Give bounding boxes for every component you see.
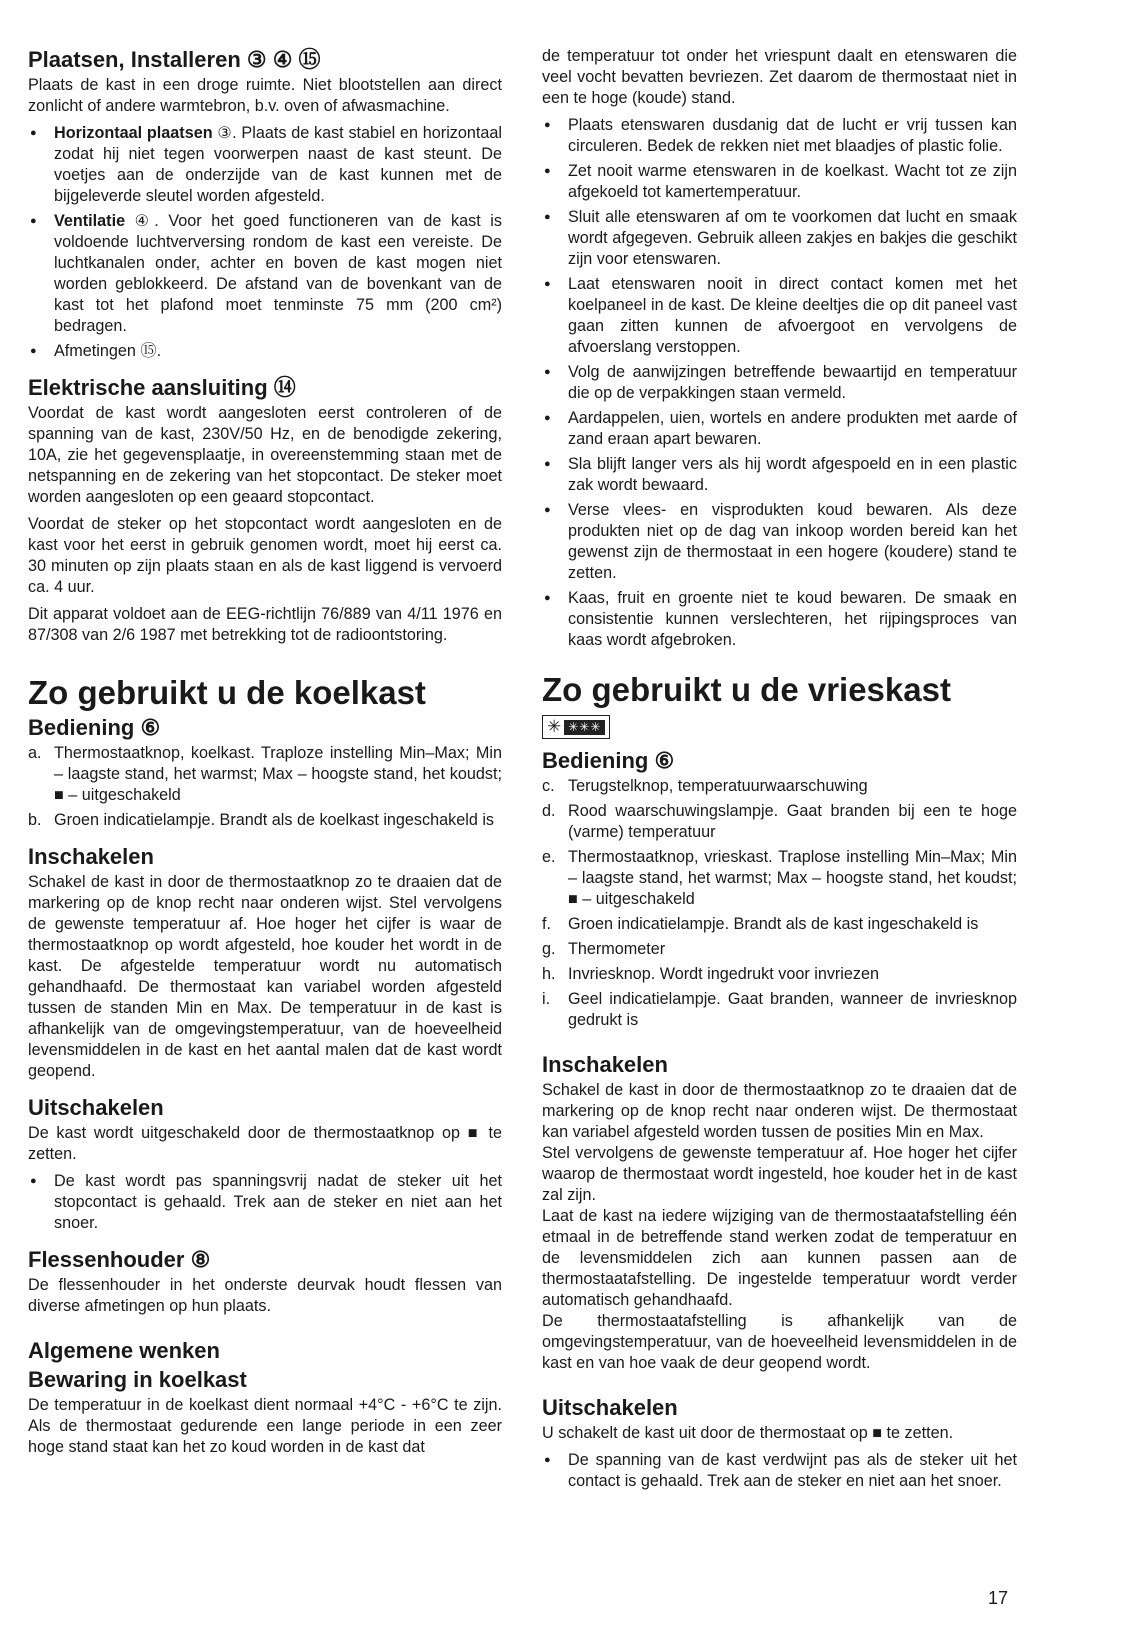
freezer-switch-on-paragraph: Stel vervolgens de gewenste temperatuur af. Hoe hoger het cijfer waarop de thermostaat wordt ingesteld, hoe kouder het in de kast zal zijn.: [542, 1144, 1017, 1204]
item-text: Geel indicatielampje. Gaat branden, wanneer de invriesknop gedrukt is: [568, 990, 1017, 1029]
item-letter: a.: [28, 744, 42, 762]
install-intro: Plaats de kast in een droge ruimte. Niet blootstellen aan direct zonlicht of andere warmtebron, b.v. oven of afwasmachine.: [28, 76, 502, 115]
item-letter: e.: [542, 848, 556, 866]
list-item: [542, 939, 1017, 960]
list-item: ● Sla blijft langer vers als hij wordt afgespoeld en in een plastic zak wordt bewaard.: [542, 454, 1017, 496]
freezer-operation-list: [542, 776, 1017, 1031]
list-item: [28, 123, 502, 207]
list-item: [542, 914, 1017, 935]
list-item: ● Aardappelen, uien, wortels en andere produkten met aarde of zand eraan apart bewaren.: [542, 408, 1017, 450]
fridge-switch-off-text: De kast wordt uitgeschakeld door de thermostaatknop op ■ te zetten.: [28, 1124, 502, 1163]
item-text: Thermostaatknop, koelkast. Traploze instelling Min–Max; Min – laagste stand, het warmst; Max – hoogste stand, het koudst; ■ – uitgeschakeld: [54, 744, 502, 804]
freezer-switch-off-bullets: [542, 1450, 1017, 1492]
list-item: ● Kaas, fruit en groente niet te koud bewaren. De smaak en consistentie kunnen verslechteren, het rijpingsproces van kaas wordt afgebroken.: [542, 588, 1017, 651]
install-heading: Plaatsen, Installeren ③ ④ ⑮: [28, 47, 321, 72]
freezer-switch-off-heading: Uitschakelen: [542, 1395, 678, 1420]
snowflake-icon: ✳: [547, 717, 562, 736]
fridge-switch-off-heading: Uitschakelen: [28, 1095, 164, 1120]
freezer-star-rating-icon: [542, 715, 610, 739]
list-item: [542, 964, 1017, 985]
list-item: ● Laat etenswaren nooit in direct contact komen met het koelpaneel in de kast. De kleine deeltjes die op dit paneel vast gaan zitten kunnen de afvoergoot en vervolgens de afvoerslang verstoppen.: [542, 274, 1017, 358]
storage-continuation: de temperatuur tot onder het vriespunt daalt en etenswaren die veel vocht bevatten bevriezen. Zet daarom de thermostaat niet in een te hoge (koude) stand.: [542, 47, 1017, 107]
item-text: Thermostaatknop, vrieskast. Traplose instelling Min–Max; Min – laagste stand, het warmst; Max – hoogste stand, het koudst; ■ – uitgeschakeld: [568, 848, 1017, 908]
list-item: ● Volg de aanwijzingen betreffende bewaartijd en temperatuur die op de verpakkingen staan vermeld.: [542, 362, 1017, 404]
storage-tips-bullets: [542, 115, 1017, 651]
three-star-icon: ✳✳✳: [564, 720, 605, 735]
fridge-operation-list: [28, 743, 502, 831]
item-letter: i.: [542, 990, 551, 1008]
list-item: ● Zet nooit warme etenswaren in de koelkast. Wacht tot ze zijn afgekoeld tot kamertemperatuur.: [542, 161, 1017, 203]
left-column: [28, 46, 502, 1464]
electric-paragraph: Voordat de steker op het stopcontact wordt aangesloten en de kast voor het eerst in gebruik genomen wordt, moet hij eerst ca. 30 minuten op zijn plaats staan en als de kast liggend is vervoerd ca. 4 uur.: [28, 515, 502, 596]
list-item: [542, 776, 1017, 797]
freezer-switch-on-paragraph: Laat de kast na iedere wijziging van de thermostaatafstelling één etmaal in de betreffende stand werken zodat de temperatuur en de levensmiddelen zich aan kunnen passen aan de thermostaatafstelling. De ingestelde temperatuur wordt verder automatisch gehandhaafd.: [542, 1207, 1017, 1309]
electric-heading: Elektrische aansluiting ⑭: [28, 375, 296, 400]
freezer-switch-on-heading: Inschakelen: [542, 1052, 668, 1077]
storage-heading: Bewaring in koelkast: [28, 1367, 247, 1392]
fridge-switch-on-text: Schakel de kast in door de thermostaatknop zo te draaien dat de markering op de knop recht naar onderen wijst. Stel vervolgens de gewenste temperatuur af. Hoe hoger het cijfer is waar de thermostaatknop op wordt afgesteld, hoe kouder het wordt in de kast. De afgestelde temperatuur wordt nu automatisch gehandhaafd. De thermostaat kan variabel worden afgesteld tussen de standen Min en Max. De temperatuur in de kast is afhankelijk van de omgevingstemperatuur, van de hoeveelheid levensmiddelen in de kast en het aantal malen dat de kast wordt geopend.: [28, 873, 502, 1080]
item-letter: h.: [542, 965, 556, 983]
storage-text: De temperatuur in de koelkast dient normaal +4°C - +6°C te zijn. Als de thermostaat gedurende een lange periode in een zeer hoge stand staat kan het zo koud worden in de kast dat: [28, 1396, 502, 1456]
list-item: [28, 743, 502, 806]
item-letter: f.: [542, 915, 551, 933]
list-item: [542, 801, 1017, 843]
list-item: [542, 989, 1017, 1031]
fridge-title: Zo gebruikt u de koelkast: [28, 674, 426, 711]
bullet-text: ④. Voor het goed functioneren van de kast is voldoende luchtverversing rondom de kast een vereiste. De luchtkanalen onder, achter en boven de kast mogen niet worden geblokkeerd. De afstand van de bovenkant van de kast tot het plafond moet tenminste 75 mm (200 cm²) bedragen.: [54, 212, 502, 335]
list-item: [28, 810, 502, 831]
item-text: Rood waarschuwingslampje. Gaat branden bij een te hoge (varme) temperatuur: [568, 802, 1017, 841]
list-item: ● De spanning van de kast verdwijnt pas als de steker uit het contact is gehaald. Trek aan de steker en niet aan het snoer.: [542, 1450, 1017, 1492]
tips-heading: Algemene wenken: [28, 1338, 220, 1363]
page-number: 17: [988, 1588, 1009, 1608]
install-bullets: [28, 123, 502, 362]
item-letter: g.: [542, 940, 556, 958]
fridge-switch-off-bullets: [28, 1171, 502, 1234]
bullet-text: ③. Plaats de kast stabiel en horizontaal zodat hij niet tegen voorwerpen naast de kast steunt. De voetjes aan de onderzijde van de kast kunnen met de bijgeleverde sleutel worden afgesteld.: [54, 124, 502, 205]
bullet-bold: Horizontaal plaatsen: [54, 124, 213, 142]
bottles-text: De flessenhouder in het onderste deurvak houdt flessen van diverse afmetingen op hun plaats.: [28, 1276, 502, 1315]
electric-paragraph: Voordat de kast wordt aangesloten eerst controleren of de spanning van de kast, 230V/50 Hz, en de benodigde zekering, 10A, zie het gegevensplaatje, in overeenstemming staan met de netspanning en de zekering van het stopcontact. De steker moet worden aangesloten op een geaard stopcontact.: [28, 404, 502, 506]
fridge-switch-on-heading: Inschakelen: [28, 844, 154, 869]
freezer-switch-on-paragraph: De thermostaatafstelling is afhankelijk van de omgevingstemperatuur, van de hoeveelheid levensmiddelen in de kast en van hoe vaak de deur geopend wordt.: [542, 1312, 1017, 1372]
item-letter: d.: [542, 802, 556, 820]
item-letter: c.: [542, 777, 555, 795]
electric-paragraph: Dit apparat voldoet aan de EEG-richtlijn 76/889 van 4/11 1976 en 87/308 van 2/6 1987 met betrekking tot de radioontstoring.: [28, 605, 502, 644]
item-text: Invriesknop. Wordt ingedrukt voor invriezen: [568, 965, 880, 983]
freezer-title: Zo gebruikt u de vrieskast: [542, 671, 951, 708]
right-column: [542, 46, 1017, 1496]
list-item: [542, 847, 1017, 910]
item-letter: b.: [28, 811, 42, 829]
item-text: Thermometer: [568, 940, 666, 958]
list-item: [28, 211, 502, 337]
list-item: ● De kast wordt pas spanningsvrij nadat de steker uit het stopcontact is gehaald. Trek aan de steker en niet aan het snoer.: [28, 1171, 502, 1234]
bullet-text: Afmetingen ⑮.: [54, 342, 162, 360]
freezer-switch-off-text: U schakelt de kast uit door de thermostaat op ■ te zetten.: [542, 1424, 954, 1442]
freezer-operation-heading: Bediening ⑥: [542, 748, 675, 773]
bottles-heading: Flessenhouder ⑧: [28, 1247, 211, 1272]
bullet-bold: Ventilatie: [54, 212, 126, 230]
freezer-switch-on-paragraph: Schakel de kast in door de thermostaatknop zo te draaien dat de markering op de knop recht naar onderen wijst. De thermostaat kan variabel afgesteld worden tussen de posities Min en Max.: [542, 1081, 1017, 1141]
item-text: Terugstelknop, temperatuurwaarschuwing: [568, 777, 868, 795]
list-item: ● Plaats etenswaren dusdanig dat de lucht er vrij tussen kan circuleren. Bedek de rekken niet met blaadjes of plastic folie.: [542, 115, 1017, 157]
list-item: [28, 341, 502, 362]
list-item: ● Sluit alle etenswaren af om te voorkomen dat lucht en smaak wordt afgegeven. Gebruik alleen zakjes en bakjes die geschikt zijn voor etenswaren.: [542, 207, 1017, 270]
list-item: ● Verse vlees- en visprodukten koud bewaren. Als deze produkten niet op de dag van inkoop worden bereid kan het gewenst zijn de thermostaat in een hogere (koudere) stand te zetten.: [542, 500, 1017, 584]
item-text: Groen indicatielampje. Brandt als de koelkast ingeschakeld is: [54, 811, 495, 829]
fridge-operation-heading: Bediening ⑥: [28, 715, 161, 740]
item-text: Groen indicatielampje. Brandt als de kast ingeschakeld is: [568, 915, 979, 933]
